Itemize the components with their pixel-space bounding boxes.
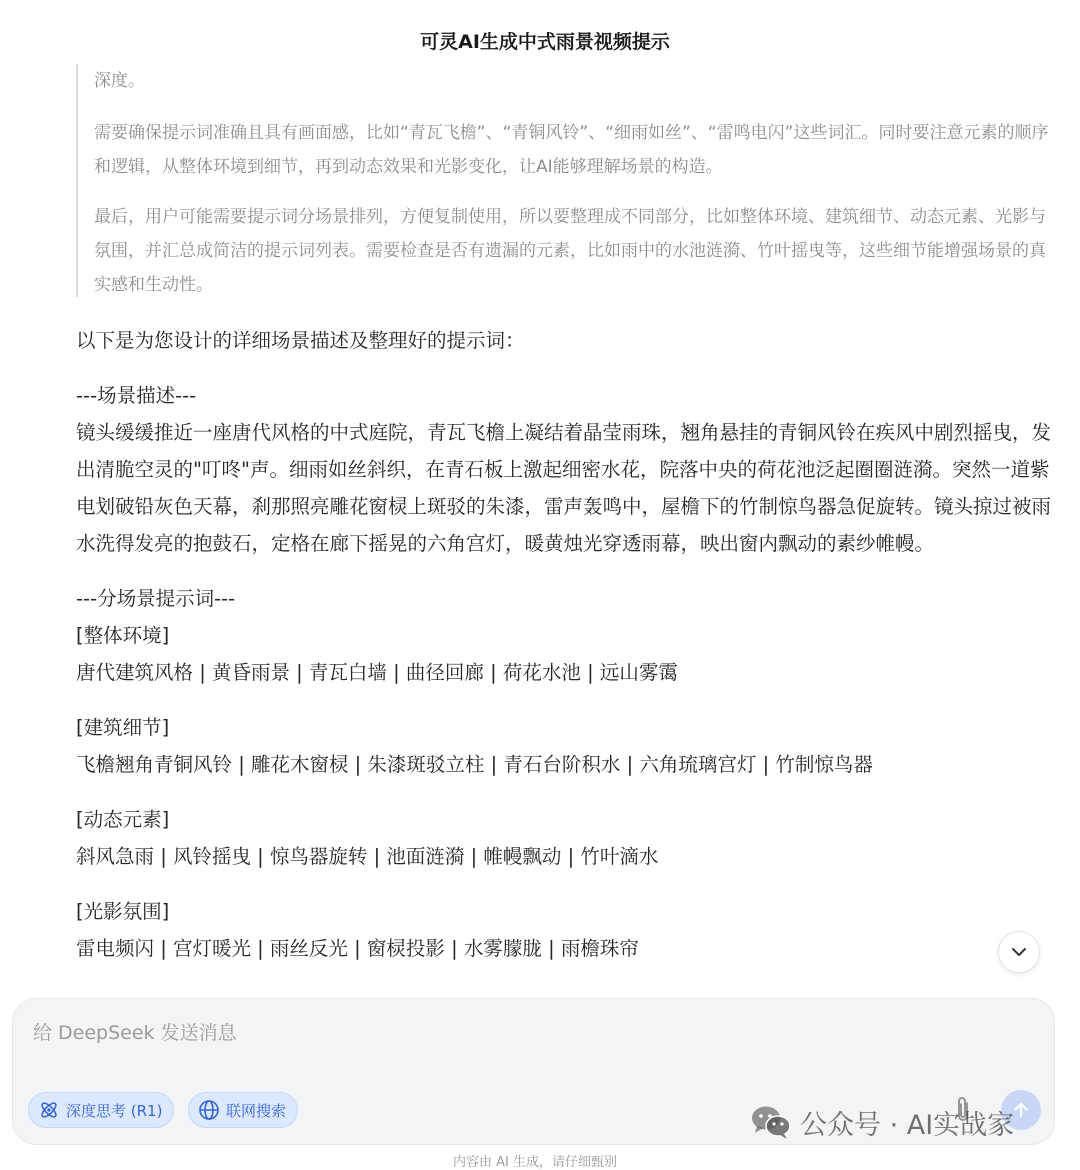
page-title: 可灵AI生成中式雨景视频提示	[420, 31, 670, 53]
web-search-label: 联网搜索	[226, 1101, 287, 1120]
scene-text: 镜头缓缓推近一座唐代风格的中式庭院，青瓦飞檐上凝结着晶莹雨珠，翘角悬挂的青铜风铃在疾风中剧烈摇曳，发出清脆空灵的"叮咚"声。细雨如丝斜织，在青石板上激起细密水花，院落中央的荷花池泛起圈圈涟漪。突然一道紫电划破铅灰色天幕，刹那照亮雕花窗棂上斑驳的朱漆，雷声轰鸣中，屋檐下的竹制惊鸟器急促旋转。镜头掠过被雨水洗得发亮的抱鼓石，定格在廊下摇晃的六角宫灯，暖黄烛光穿透雨幕，映出窗内飘动的素纱帷幔。	[76, 421, 1052, 555]
section-heading: [整体环境]	[76, 624, 170, 647]
section-heading: [动态元素]	[76, 808, 170, 831]
scene-heading: ---场景描述---	[76, 384, 197, 407]
section-items: 斜风急雨 | 风铃摇曳 | 惊鸟器旋转 | 池面涟漪 | 帷幔飘动 | 竹叶滴水	[76, 845, 659, 868]
chevron-down-icon	[1010, 943, 1028, 961]
message-input[interactable]	[31, 1017, 935, 1049]
thinking-block	[76, 64, 1050, 297]
section-items: 唐代建筑风格 | 黄昏雨景 | 青瓦白墙 | 曲径回廊 | 荷花水池 | 远山雾霭	[76, 661, 678, 684]
watermark	[750, 1100, 1014, 1144]
section-items: 飞檐翘角青铜风铃 | 雕花木窗棂 | 朱漆斑驳立柱 | 青石台阶积水 | 六角琉璃宫灯 | 竹制惊鸟器	[76, 753, 873, 776]
answer-intro: 以下是为您设计的详细场景描述及整理好的提示词：	[76, 329, 525, 352]
web-search-toggle[interactable]	[188, 1092, 298, 1128]
thinking-paragraph: 需要确保提示词准确且具有画面感，比如“青瓦飞檐”、“青铜风铃”、“细雨如丝”、“雷鸣电闪”这些词汇。同时要注意元素的顺序和逻辑，从整体环境到细节，再到动态效果和光影变化，让AI能够理解场景的构造。	[94, 123, 1049, 177]
prompts-heading: ---分场景提示词---	[76, 587, 236, 610]
section-heading: [建筑细节]	[76, 716, 170, 739]
scroll-to-bottom-button[interactable]	[998, 931, 1040, 973]
atom-icon	[38, 1099, 60, 1121]
thinking-paragraph: 深度。	[94, 71, 145, 91]
deep-think-label: 深度思考 (R1)	[66, 1101, 163, 1120]
globe-icon	[198, 1099, 220, 1121]
section-items: 雷电频闪 | 宫灯暖光 | 雨丝反光 | 窗棂投影 | 水雾朦胧 | 雨檐珠帘	[76, 937, 639, 960]
answer-block	[76, 322, 1058, 967]
deep-think-toggle[interactable]	[28, 1092, 174, 1128]
ai-disclaimer: 内容由 AI 生成，请仔细甄别	[453, 1155, 617, 1170]
watermark-text: 公众号 · AI实战家	[800, 1109, 1015, 1141]
section-heading: [光影氛围]	[76, 900, 170, 923]
wechat-icon	[750, 1104, 792, 1140]
thinking-paragraph: 最后，用户可能需要提示词分场景排列，方便复制使用，所以要整理成不同部分，比如整体环境、建筑细节、动态元素、光影与氛围，并汇总成简洁的提示词列表。需要检查是否有遗漏的元素，比如雨中的水池涟漪、竹叶摇曳等，这些细节能增强场景的真实感和生动性。	[94, 207, 1046, 295]
